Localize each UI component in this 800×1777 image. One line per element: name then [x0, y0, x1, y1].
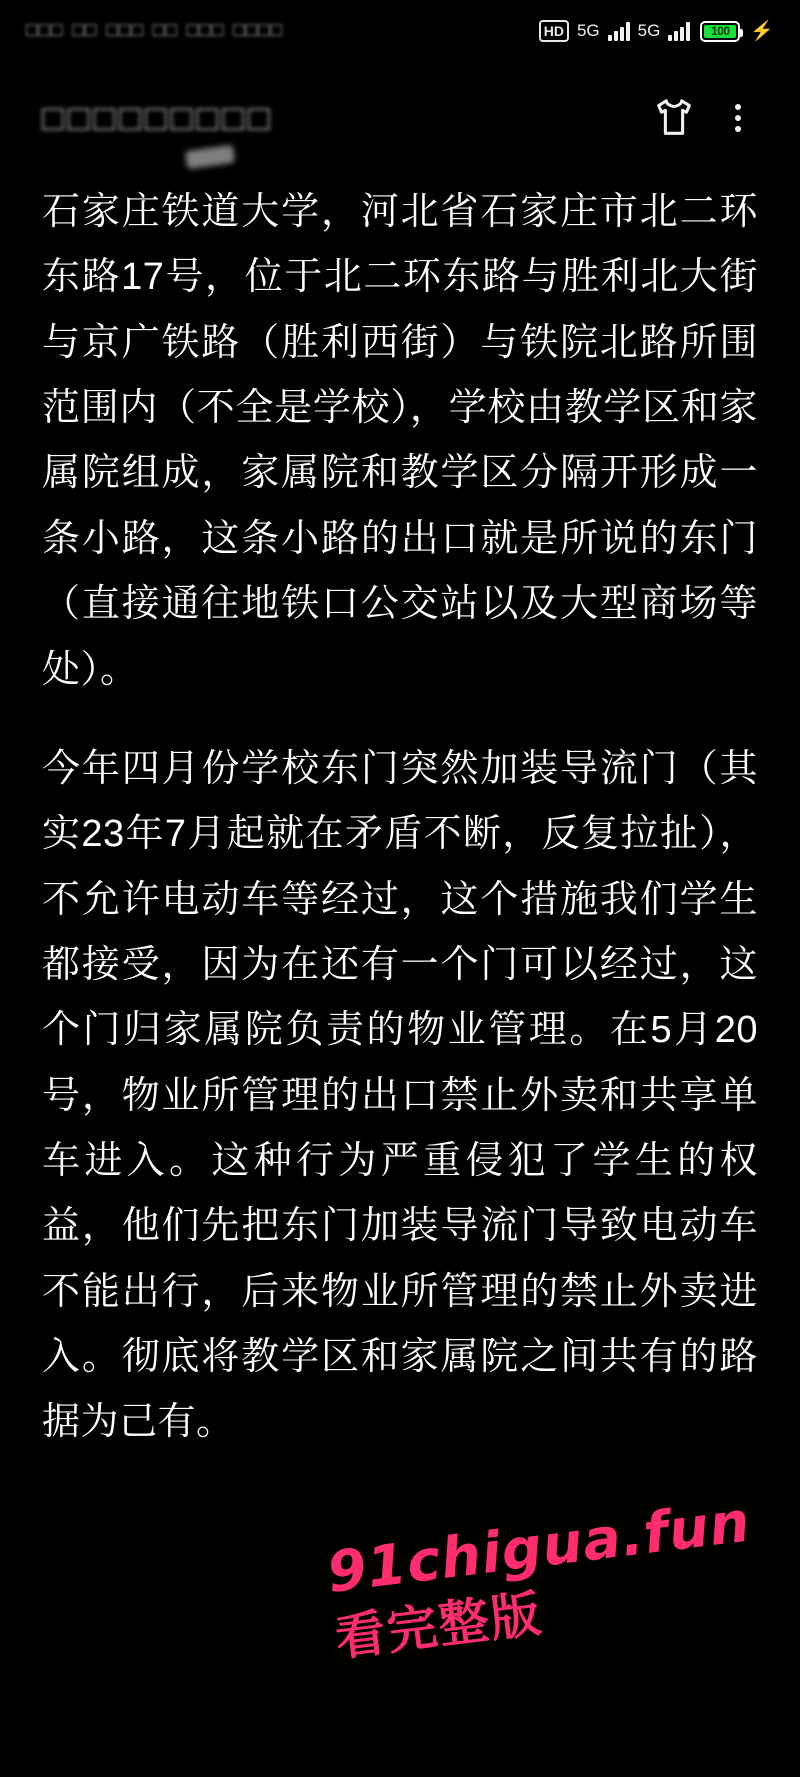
article-content	[0, 180, 800, 1490]
watermark-url: 91chigua.fun	[323, 1489, 754, 1606]
charging-bolt-icon: ⚡	[750, 20, 774, 42]
status-bar	[0, 0, 800, 62]
signal-strength-icon-2	[668, 21, 690, 41]
signal-strength-icon-1	[608, 21, 630, 41]
app-bar	[0, 62, 800, 174]
watermark-subtitle: 看完整版	[332, 1585, 546, 1667]
status-icon-2: □□□	[106, 20, 144, 41]
watermark	[323, 1489, 761, 1667]
network-type-secondary: 5G	[637, 21, 661, 40]
app-title: □□□□□□□□□	[42, 97, 274, 138]
battery-icon	[700, 21, 740, 42]
network-type-primary: 5G	[576, 21, 600, 40]
status-icon-3: □□	[152, 20, 178, 41]
status-icon-5: □□□□	[233, 20, 284, 41]
volte-hd-icon: HD	[539, 20, 569, 42]
article-paragraph-2: 今年四月份学校东门突然加装导流门（其实23年7月起就在矛盾不断，反复拉扯），不允许电动车等经过，这个措施我们学生都接受，因为在还有一个门可以经过，这个门归家属院负责的物业管理。在5月20号，物业所管理的出口禁止外卖和共享单车进入。这种行为严重侵犯了学生的权益，他们先把东门加装导流门导致电动车不能出行，后来物业所管理的禁止外卖进入。彻底将教学区和家属院之间共有的路据为己有。	[42, 747, 758, 1444]
status-icon-0: □□□	[26, 20, 64, 41]
article-paragraph-1: 石家庄铁道大学，河北省石家庄市北二环东路17号，位于北二环东路与胜利北大街与京广铁路（胜利西街）与铁院北路所围范围内（不全是学校），学校由教学区和家属院组成，家属院和教学区分隔开形成一条小路，这条小路的出口就是所说的东门（直接通往地铁口公交站以及大型商场等处）。	[42, 191, 758, 691]
status-icon-1: □□	[72, 20, 98, 41]
shirt-icon[interactable]	[642, 86, 706, 150]
more-options-icon[interactable]	[706, 86, 770, 150]
battery-level-label: 100	[711, 24, 730, 38]
status-icon-4: □□□	[186, 20, 225, 41]
status-bar-system-icons	[539, 20, 774, 42]
status-bar-notification-icons	[26, 20, 539, 42]
